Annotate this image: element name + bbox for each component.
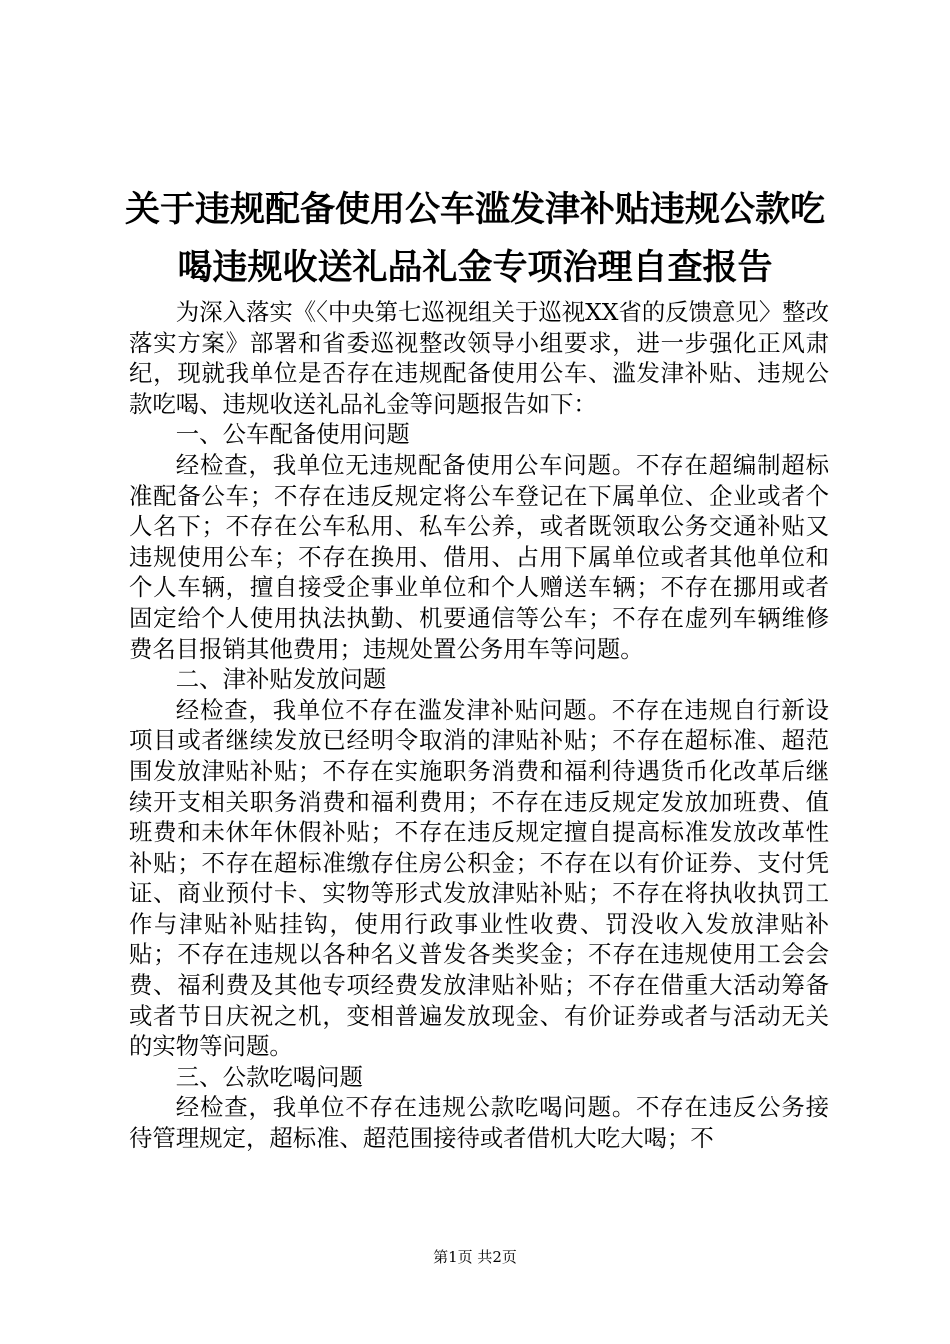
intro-paragraph: 为深入落实《〈中央第七巡视组关于巡视XX省的反馈意见〉整改落实方案》部署和省委巡视整改领导小组要求，进一步强化正风肃纪，现就我单位是否存在违规配备使用公车、滥发津补贴、违规公款吃喝、违规收送礼品礼金等问题报告如下：: [129, 298, 829, 418]
document-body: [129, 297, 829, 1154]
document-title-line-1: 关于违规配备使用公车滥发津补贴违规公款吃: [124, 190, 825, 230]
section-paragraph: 经检查，我单位不存在滥发津补贴问题。不存在违规自行新设项目或者继续发放已经明令取消的津贴补贴；不存在超标准、超范围发放津贴补贴；不存在实施职务消费和福利待遇货币化改革后继续开支相关职务消费和福利费用；不存在违反规定发放加班费、值班费和未休年休假补贴；不存在违反规定擅自提高标准发放改革性补贴；不存在超标准缴存住房公积金；不存在以有价证券、支付凭证、商业预付卡、实物等形式发放津贴补贴；不存在将执收执罚工作与津贴补贴挂钩，使用行政事业性收费、罚没收入发放津贴补贴；不存在违规以各种名义普发各类奖金；不存在违规使用工会会费、福利费及其他专项经费发放津贴补贴；不存在借重大活动筹备或者节日庆祝之机，变相普遍发放现金、有价证券或者与活动无关的实物等问题。: [129, 695, 829, 1061]
section-heading: 一、公车配备使用问题: [175, 420, 410, 449]
section-paragraph: 经检查，我单位无违规配备使用公车问题。不存在超编制超标准配备公车；不存在违反规定将公车登记在下属单位、企业或者个人名下；不存在公车私用、私车公养，或者既领取公务交通补贴又违规使用公车；不存在换用、借用、占用下属单位或者其他单位和个人车辆，擅自接受企事业单位和个人赠送车辆；不存在挪用或者固定给个人使用执法执勤、机要通信等公车；不存在虚列车辆维修费名目报销其他费用；违规处置公务用车等问题。: [129, 450, 829, 663]
section-heading: 三、公款吃喝问题: [175, 1062, 363, 1091]
document-title-line-2: 喝违规收送礼品礼金专项治理自查报告: [177, 248, 773, 288]
page-footer: 第1页 共2页: [433, 1248, 517, 1266]
section-heading: 二、津补贴发放问题: [175, 665, 387, 694]
section-paragraph: 经检查，我单位不存在违规公款吃喝问题。不存在违反公务接待管理规定，超标准、超范围接待或者借机大吃大喝；不: [129, 1093, 829, 1153]
